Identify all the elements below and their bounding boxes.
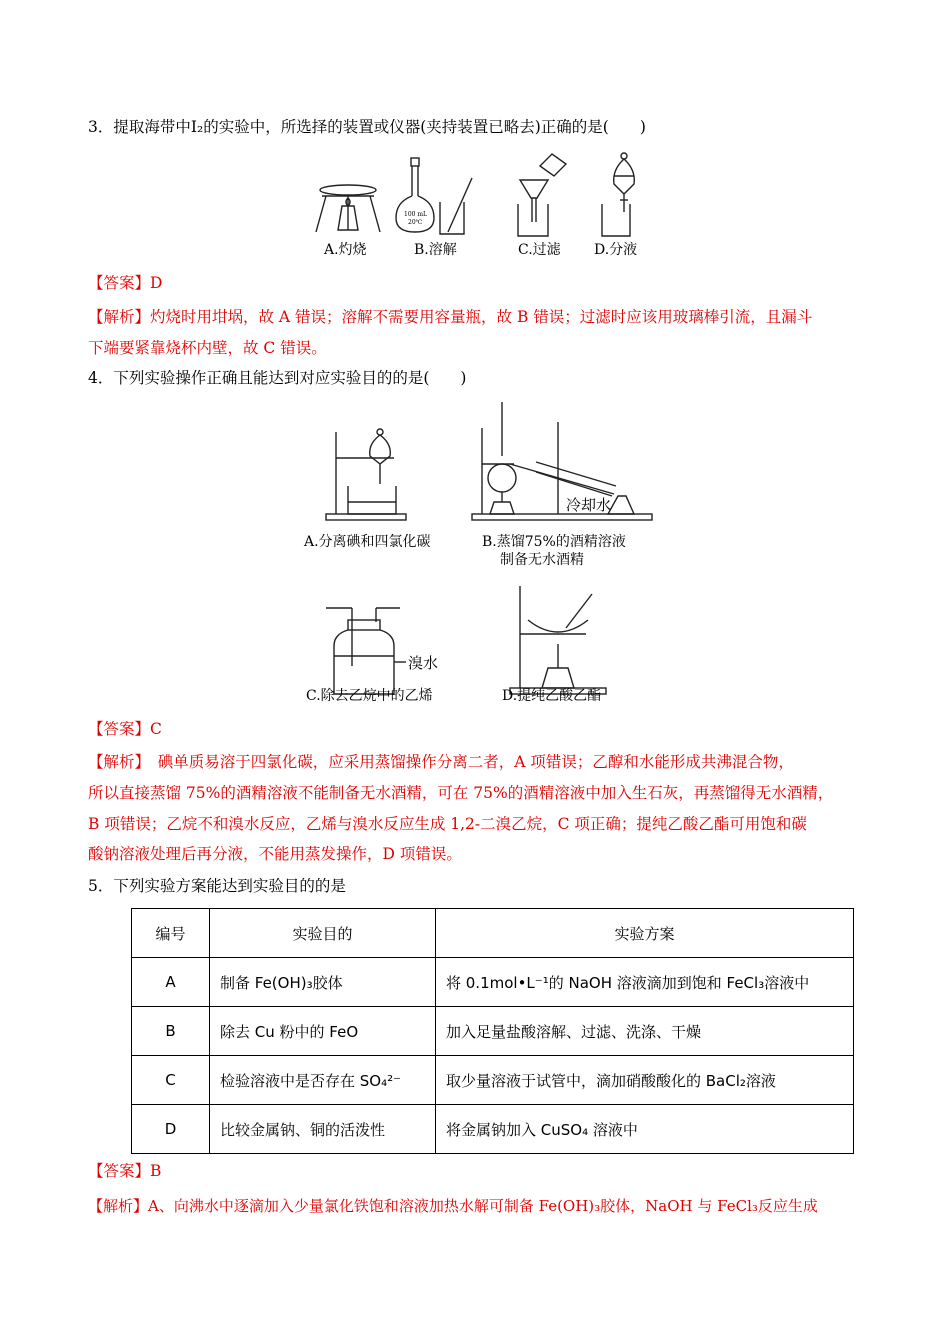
row-plan: 取少量溶液于试管中，滴加硝酸酸化的 BaCl₂溶液 [436, 1056, 854, 1105]
q4-fig-c-gas-washing [326, 608, 438, 694]
row-goal: 制备 Fe(OH)₃胶体 [210, 958, 436, 1007]
q4-analysis-1: 【解析】 碘单质易溶于四氯化碳，应采用蒸馏操作分离二者，A 项错误；乙醇和水能形成共沸混合物， [88, 753, 794, 771]
q3-caption-c: C.过滤 [518, 242, 561, 258]
q4-caption-b1: B.蒸馏75%的酒精溶液 [482, 534, 626, 550]
table-row [132, 958, 854, 1007]
table-header-row [132, 909, 854, 958]
q4-bromine-water: 溴水 [408, 654, 439, 672]
q4-analysis-3: B 项错误；乙烷不和溴水反应，乙烯与溴水反应生成 1,2-二溴乙烷，C 项正确；提纯乙酸乙酯可用饱和碳 [88, 815, 807, 833]
row-goal: 检验溶液中是否存在 SO₄²⁻ [210, 1056, 436, 1105]
q3-fig-d-separatory-funnel [602, 153, 634, 236]
q3-caption-d: D.分液 [594, 242, 638, 258]
row-id: D [132, 1105, 210, 1154]
header-goal: 实验目的 [210, 909, 436, 958]
q5-analysis-1: 【解析】A、向沸水中逐滴加入少量氯化铁饱和溶液加热水解可制备 Fe(OH)₃胶体，NaOH 与 FeCl₃反应生成 [88, 1197, 818, 1215]
q4-answer: 【答案】C [88, 720, 162, 738]
row-id: B [132, 1007, 210, 1056]
q4-analysis-4: 酸钠溶液处理后再分液，不能用蒸发操作，D 项错误。 [88, 845, 462, 863]
q3-stem: 3．提取海带中I₂的实验中，所选择的装置或仪器(夹持装置已略去)正确的是( ) [88, 118, 646, 136]
q3-apparatus-figure [308, 150, 648, 262]
q3-flask-label-1: 100 mL [404, 211, 428, 218]
q3-fig-c-filtration [518, 154, 566, 236]
row-goal: 比较金属钠、铜的活泼性 [210, 1105, 436, 1154]
q3-fig-a-tripod-burner [316, 185, 380, 232]
q3-caption-b: B.溶解 [414, 242, 457, 258]
q3-fig-b-flask-beaker [396, 158, 472, 234]
q4-caption-b2: 制备无水酒精 [500, 552, 584, 568]
header-id: 编号 [132, 909, 210, 958]
q4-analysis-2: 所以直接蒸馏 75%的酒精溶液不能制备无水酒精，可在 75%的酒精溶液中加入生石灰，再蒸馏得无水酒精， [88, 784, 834, 802]
row-plan: 加入足量盐酸溶解、过滤、洗涤、干燥 [436, 1007, 854, 1056]
row-plan: 将 0.1mol•L⁻¹的 NaOH 溶液滴加到饱和 FeCl₃溶液中 [436, 958, 854, 1007]
row-id: C [132, 1056, 210, 1105]
header-plan: 实验方案 [436, 909, 854, 958]
row-plan: 将金属钠加入 CuSO₄ 溶液中 [436, 1105, 854, 1154]
table-row [132, 1105, 854, 1154]
q4-caption-a: A.分离碘和四氯化碳 [304, 534, 431, 550]
q4-fig-a-separation [326, 429, 406, 520]
q4-fig-b-distillation [472, 402, 652, 520]
q5-stem: 5．下列实验方案能达到实验目的的是 [88, 877, 346, 895]
q4-fig-d-evaporation [510, 586, 606, 694]
row-goal: 除去 Cu 粉中的 FeO [210, 1007, 436, 1056]
q4-apparatus-figure [296, 398, 666, 714]
q4-caption-c: C.除去乙烷中的乙烯 [306, 688, 433, 704]
q5-answer: 【答案】B [88, 1162, 162, 1180]
q3-analysis-2: 下端要紧靠烧杯内壁，故 C 错误。 [88, 339, 327, 357]
q3-caption-a: A.灼烧 [324, 242, 367, 258]
q3-flask-label-2: 20℃ [408, 219, 423, 226]
table-row [132, 1056, 854, 1105]
table-row [132, 1007, 854, 1056]
q4-cooling-water: 冷却水 [566, 496, 612, 514]
q3-answer: 【答案】D [88, 274, 163, 292]
q5-experiment-table [131, 908, 854, 1154]
q3-analysis-1: 【解析】灼烧时用坩埚，故 A 错误；溶解不需要用容量瓶，故 B 错误；过滤时应该用玻璃棒引流，且漏斗 [88, 308, 813, 326]
row-id: A [132, 958, 210, 1007]
q4-caption-d: D.提纯乙酸乙酯 [502, 688, 602, 704]
q4-stem: 4．下列实验操作正确且能达到对应实验目的的是( ) [88, 369, 467, 387]
